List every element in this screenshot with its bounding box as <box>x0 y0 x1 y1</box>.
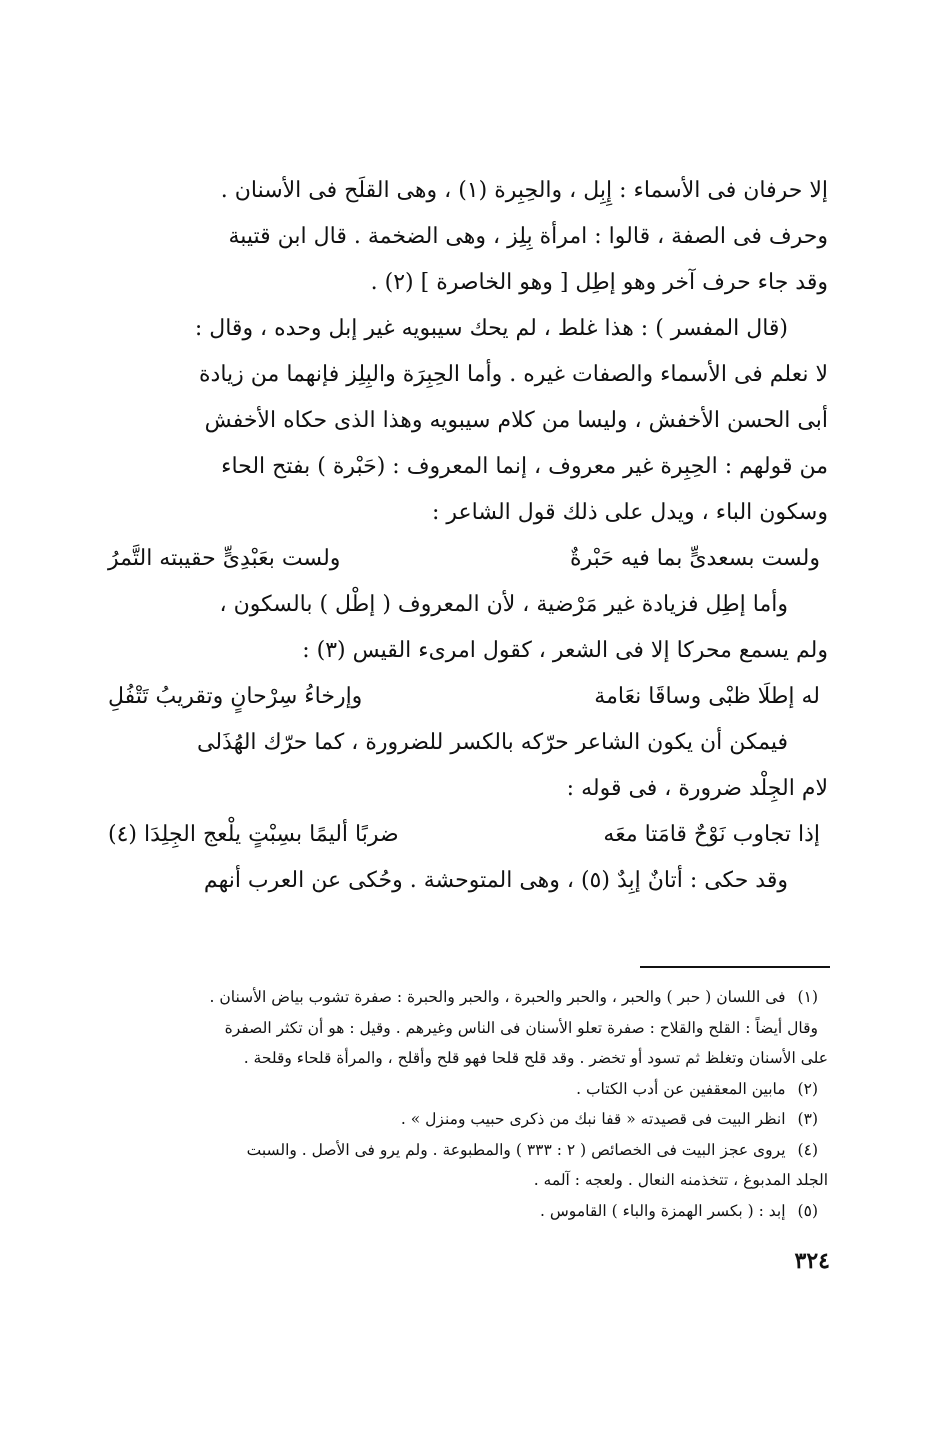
paragraph-line: فيمكن أن يكون الشاعر حرّكه بالكسر للضرورة ، كما حرّك الهُذَلى <box>196 730 788 755</box>
paragraph-line: لام الجِلْد ضرورة ، فى قوله : <box>566 776 828 801</box>
footnote <box>108 1135 828 1166</box>
verse-second-hemistich: ضربًا أليمًا بسِبْتٍ يلْعج الجِلِدَا (٤) <box>108 822 399 847</box>
verse-line <box>108 674 828 720</box>
footnote-text: الجلد المدبوغ ، تتخذمنه النعال . ولعجه : آلمه . <box>533 1171 828 1189</box>
footnote-number: (٢) <box>797 1079 818 1098</box>
paragraph-line: ولم يسمع محركا إلا فى الشعر ، كقول امرىء القيس (٣) : <box>302 638 828 663</box>
footnotes <box>108 982 828 1226</box>
paragraph-line: وقد حكى : أتانٌ إبِدٌ (٥) ، وهى المتوحشة . وحُكى عن العرب أنهم <box>203 868 788 893</box>
verse-second-hemistich: وإرخاءُ سِرْحانٍ وتقريبُ تَتْفُلِ <box>108 684 363 709</box>
paragraph-line: وقد جاء حرف آخر وهو إطِل [ وهو الخاصرة ] (٢) . <box>370 270 828 295</box>
footnote <box>108 1074 828 1105</box>
page-number: ٣٢٤ <box>794 1248 830 1274</box>
body-text <box>108 168 828 904</box>
footnote-number: (١) <box>797 988 818 1006</box>
footnote <box>108 1104 828 1135</box>
footnote <box>108 1013 828 1044</box>
footnote-text: على الأسنان وتغلظ ثم تسود أو تخضر . وقد قلح قلحا فهو قلح وأقلح ، والمرأة قلحاء وقلحة . <box>243 1049 828 1067</box>
verse-first-hemistich: إذا تجاوب نَوْحٌ قامَتا معَه <box>603 822 820 847</box>
footnote-number: (٥) <box>797 1201 818 1220</box>
footnote-text: مابين المعقفين عن أدب الكتاب . <box>576 1079 786 1098</box>
paragraph-line: وحرف فى الصفة ، قالوا : امرأة بِلِز ، وهى الضخمة . قال ابن قتيبة <box>228 224 828 249</box>
verse-second-hemistich: ولست بعَبْدِىٍّ حقيبته التَّمرُ <box>108 546 341 571</box>
footnote <box>108 982 828 1013</box>
verse-first-hemistich: له إطلَا ظبْى وساقَا نعَامة <box>594 684 820 709</box>
verse-first-hemistich: ولست بسعدىٍّ بما فيه حَبْرةٌ <box>569 546 820 571</box>
footnote-divider <box>640 966 830 968</box>
paragraph-line: وأما إطِل فزيادة غير مَرْضية ، لأن المعروف ( إطْل ) بالسكون ، <box>219 592 788 617</box>
footnote-text: انظر البيت فى قصيدته « قفا نبك من ذكرى حبيب ومنزل » . <box>400 1110 786 1128</box>
paragraph-line: إلا حرفان فى الأسماء : إِبِل ، والحِبِرة (١) ، وهى القلَح فى الأسنان . <box>220 178 828 203</box>
footnote-number: (٣) <box>797 1110 818 1128</box>
paragraph-line: وسكون الباء ، ويدل على ذلك قول الشاعر : <box>431 500 828 525</box>
paragraph-line: من قولهم : الحِبِرة غير معروف ، إنما المعروف : (حَبْرة ) بفتح الحاء <box>221 454 828 479</box>
verse-line <box>108 536 828 582</box>
footnote-text: وقال أيضاً : القلح والقلاح : صفرة تعلو الأسنان فى الناس وغيرهم . وقيل : هو أن تكثر الصفرة <box>224 1018 818 1037</box>
footnote <box>108 1196 828 1227</box>
footnote-text: فى اللسان ( حبر ) والحبر ، والحبر والحبرة ، والحبر والحبرة : صفرة تشوب بياض الأسنان . <box>209 988 786 1006</box>
footnote-text: إبد : ( بكسر الهمزة والباء ) القاموس . <box>540 1201 786 1220</box>
footnote <box>108 1165 828 1196</box>
footnote-text: يروى عجز البيت فى الخصائص ( ٢ : ٣٣٣ ) والمطبوعة . ولم يرو فى الأصل . والسبت <box>246 1140 786 1159</box>
footnote <box>108 1043 828 1074</box>
footnote-number: (٤) <box>797 1140 818 1159</box>
paragraph-line: أبى الحسن الأخفش ، وليسا من كلام سيبويه وهذا الذى حكاه الأخفش <box>204 408 828 433</box>
verse-line <box>108 812 828 858</box>
paragraph-line: (قال المفسر ) : هذا غلط ، لم يحك سيبويه غير إبل وحده ، وقال : <box>194 316 788 341</box>
paragraph-line: لا نعلم فى الأسماء والصفات غيره . وأما الحِبِرَة والبِلِز فإنهما من زيادة <box>199 362 828 387</box>
